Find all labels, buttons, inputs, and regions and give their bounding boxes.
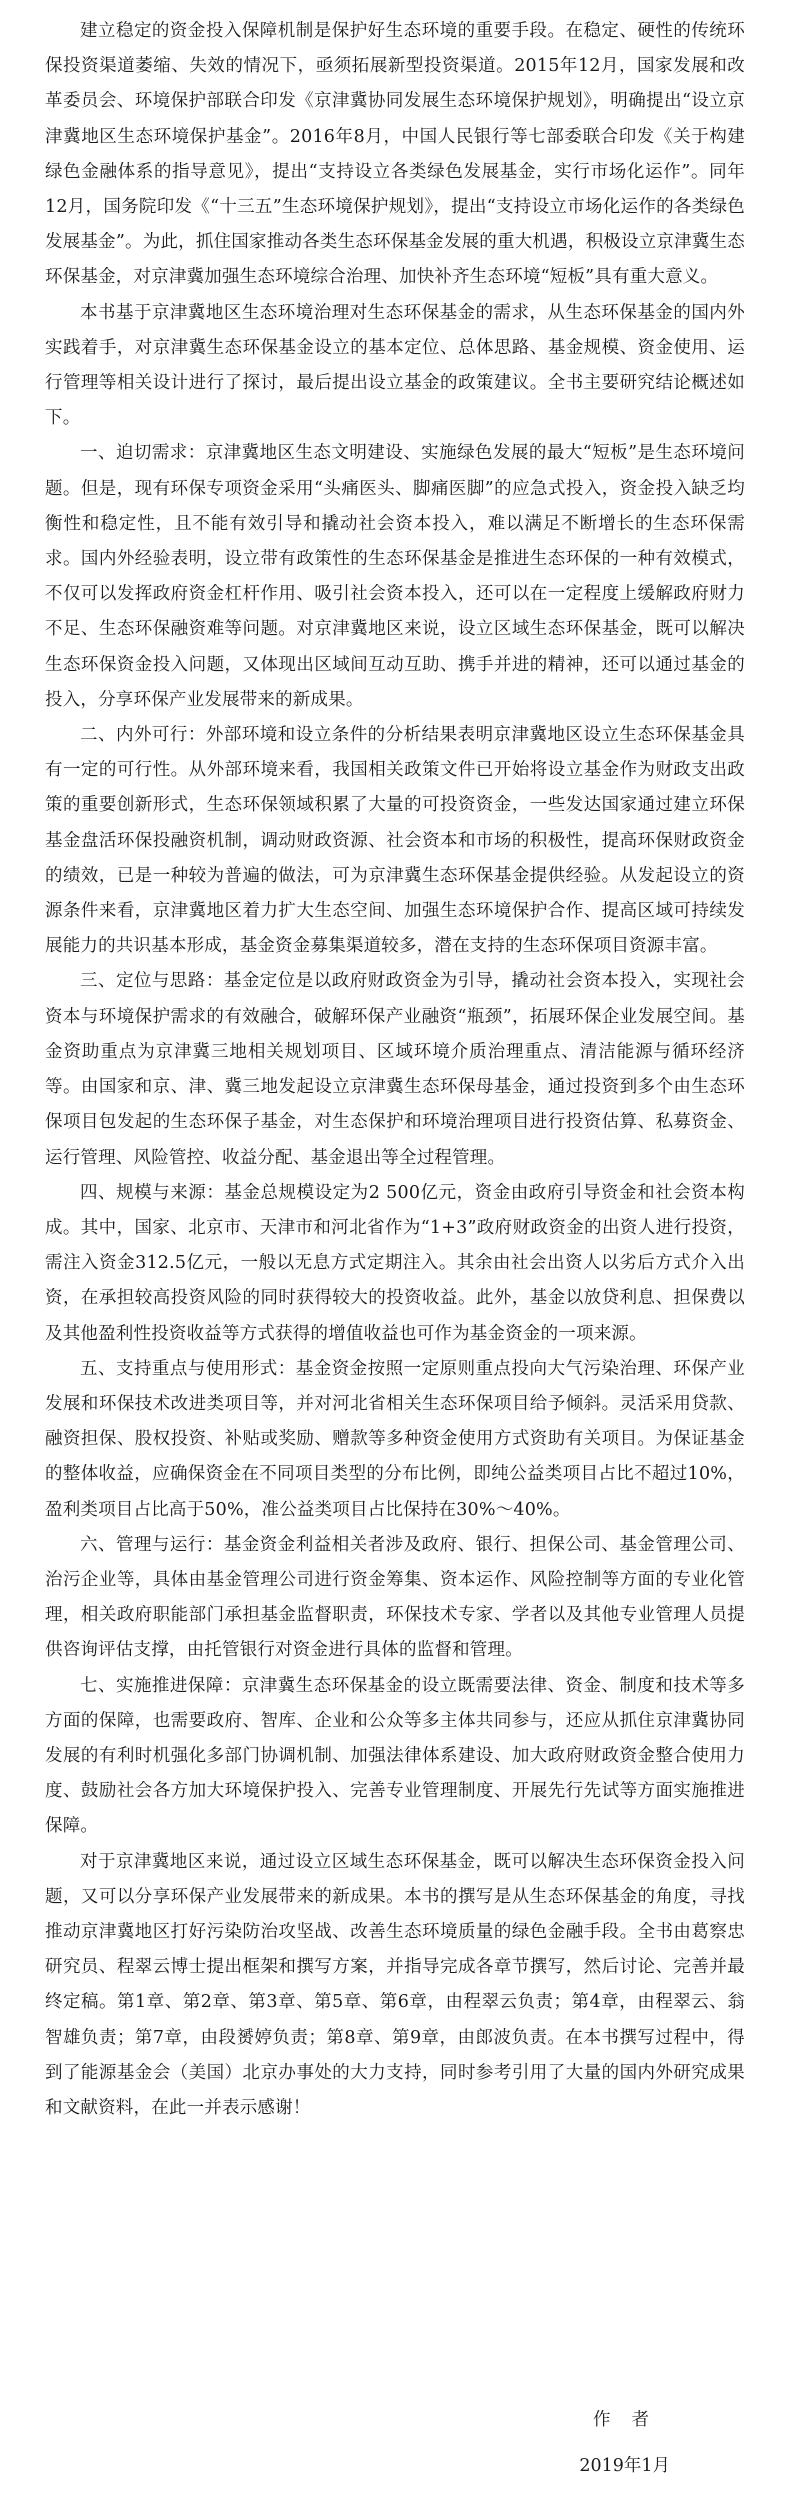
paragraph-implementation: 七、实施推进保障：京津冀生态环保基金的设立既需要法律、资金、制度和技术等多方面的保障，也需要政府、智库、企业和公众等多主体共同参与，还应从抓住京津冀协同发展的有利时机强化多部门协调机制、加强法律体系建设、加大政府财政资金整合使用力度、鼓励社会各方加大环境保护投入、完善专业管理制度、开展先行先试等方面实施推进保障。 [45, 1675, 745, 1837]
paragraph-support-focus: 五、支持重点与使用形式：基金资金按照一定原则重点投向大气污染治理、环保产业发展和环保技术改进类项目等，并对河北省相关生态环保项目给予倾斜。灵活采用贷款、融资担保、股权投资、补贴或奖励、赠款等多种资金使用方式资助有关项目。为保证基金的整体收益，应确保资金在不同项目类型的分布比例，即纯公益类项目占比不超过10%，盈利类项目占比高于50%，准公益类项目占比保持在30%～40%。 [45, 1358, 745, 1520]
paragraph-positioning: 三、定位与思路：基金定位是以政府财政资金为引导，撬动社会资本投入，实现社会资本与环境保护需求的有效融合，破解环保产业融资“瓶颈”，拓展环保企业发展空间。基金资助重点为京津冀三地相关规划项目、区域环境介质治理重点、清洁能源与循环经济等。由国家和京、津、冀三地发起设立京津冀生态环保母基金，通过投资到多个由生态环保项目包发起的生态环保子基金，对生态保护和环境治理项目进行投资估算、私募资金、运行管理、风险管控、收益分配、基金退出等全过程管理。 [45, 971, 745, 1168]
paragraph-urgent-need: 一、迫切需求：京津冀地区生态文明建设、实施绿色发展的最大“短板”是生态环境问题。但是，现有环保专项资金采用“头痛医头、脚痛医脚”的应急式投入，资金投入缺乏均衡性和稳定性，且不能有效引导和撬动社会资本投入，难以满足不断增长的生态环保需求。国内外经验表明，设立带有政策性的生态环保基金是推进生态环保的一种有效模式，不仅可以发挥政府资金杠杆作用、吸引社会资本投入，还可以在一定程度上缓解政府财力不足、生态环保融资难等问题。对京津冀地区来说，设立区域生态环保基金，既可以解决生态环保资金投入问题，又体现出区域间互动互助、携手并进的精神，还可以通过基金的投入，分享环保产业发展带来的新成果。 [45, 443, 745, 710]
paragraph-intro: 建立稳定的资金投入保障机制是保护好生态环境的重要手段。在稳定、硬性的传统环保投资渠道萎缩、失效的情况下，亟须拓展新型投资渠道。2015年12月，国家发展和改革委员会、环境保护部联合印发《京津冀协同发展生态环境保护规划》，明确提出“设立京津冀地区生态环境保护基金”。2016年8月，中国人民银行等七部委联合印发《关于构建绿色金融体系的指导意见》，提出“支持设立各类绿色发展基金，实行市场化运作”。同年12月，国务院印发《“十三五”生态环境保护规划》，提出“支持设立市场化运作的各类绿色发展基金”。为此，抓住国家推动各类生态环保基金发展的重大机遇，积极设立京津冀生态环保基金，对京津冀加强生态环境综合治理、加快补齐生态环境“短板”具有重大意义。 [45, 21, 745, 288]
paragraph-scale-source: 四、规模与来源：基金总规模设定为2 500亿元，资金由政府引导资金和社会资本构成。其中，国家、北京市、天津市和河北省作为“1+3”政府财政资金的出资人进行投资，需注入资金312.5亿元，一般以无息方式定期注入。其余由社会出资人以劣后方式介入出资，在承担较高投资风险的同时获得较大的投资收益。此外，基金以放贷利息、担保费以及其他盈利性投资收益等方式获得的增值收益也可作为基金资金的一项来源。 [45, 1182, 745, 1344]
signature-date: 2019年1月 [579, 2456, 670, 2476]
paragraph-feasibility: 二、内外可行：外部环境和设立条件的分析结果表明京津冀地区设立生态环保基金具有一定的可行性。从外部环境来看，我国相关政策文件已开始将设立基金作为财政支出政策的重要创新形式，生态环保领域积累了大量的可投资资金，一些发达国家通过建立环保基金盘活环保投融资机制，调动财政资源、社会资本和市场的积极性，提高环保财政资金的绩效，已是一种较为普遍的做法，可为京津冀生态环保基金提供经验。从发起设立的资源条件来看，京津冀地区着力扩大生态空间、加强生态环境保护合作、提高区域可持续发展能力的共识基本形成，基金资金募集渠道较多，潜在支持的生态环保项目资源丰富。 [45, 725, 745, 957]
author-signature: 作者 [593, 2410, 670, 2430]
paragraph-acknowledgement: 对于京津冀地区来说，通过设立区域生态环保基金，既可以解决生态环保资金投入问题，又可以分享环保产业发展带来的新成果。本书的撰写是从生态环保基金的角度，寻找推动京津冀地区打好污染防治攻坚战、改善生态环境质量的绿色金融手段。全书由葛察忠研究员、程翠云博士提出框架和撰写方案，并指导完成各章节撰写，然后讨论、完善并最终定稿。第1章、第2章、第3章、第5章、第6章，由程翠云负责；第4章，由程翠云、翁智雄负责；第7章，由段赟婷负责；第8章、第9章，由郎波负责。在本书撰写过程中，得到了能源基金会（美国）北京办事处的大力支持，同时参考引用了大量的国内外研究成果和文献资料，在此一并表示感谢！ [45, 1851, 745, 2118]
paragraph-book-summary: 本书基于京津冀地区生态环境治理对生态环保基金的需求，从生态环保基金的国内外实践着手，对京津冀生态环保基金设立的基本定位、总体思路、基金规模、资金使用、运行管理等相关设计进行了探讨，最后提出设立基金的政策建议。全书主要研究结论概述如下。 [45, 302, 745, 429]
paragraph-management: 六、管理与运行：基金资金利益相关者涉及政府、银行、担保公司、基金管理公司、治污企业等，具体由基金管理公司进行资金筹集、资本运作、风险控制等方面的专业化管理，相关政府职能部门承担基金监督职责，环保技术专家、学者以及其他专业管理人员提供咨询评估支撑，由托管银行对资金进行具体的监督和管理。 [45, 1534, 745, 1661]
